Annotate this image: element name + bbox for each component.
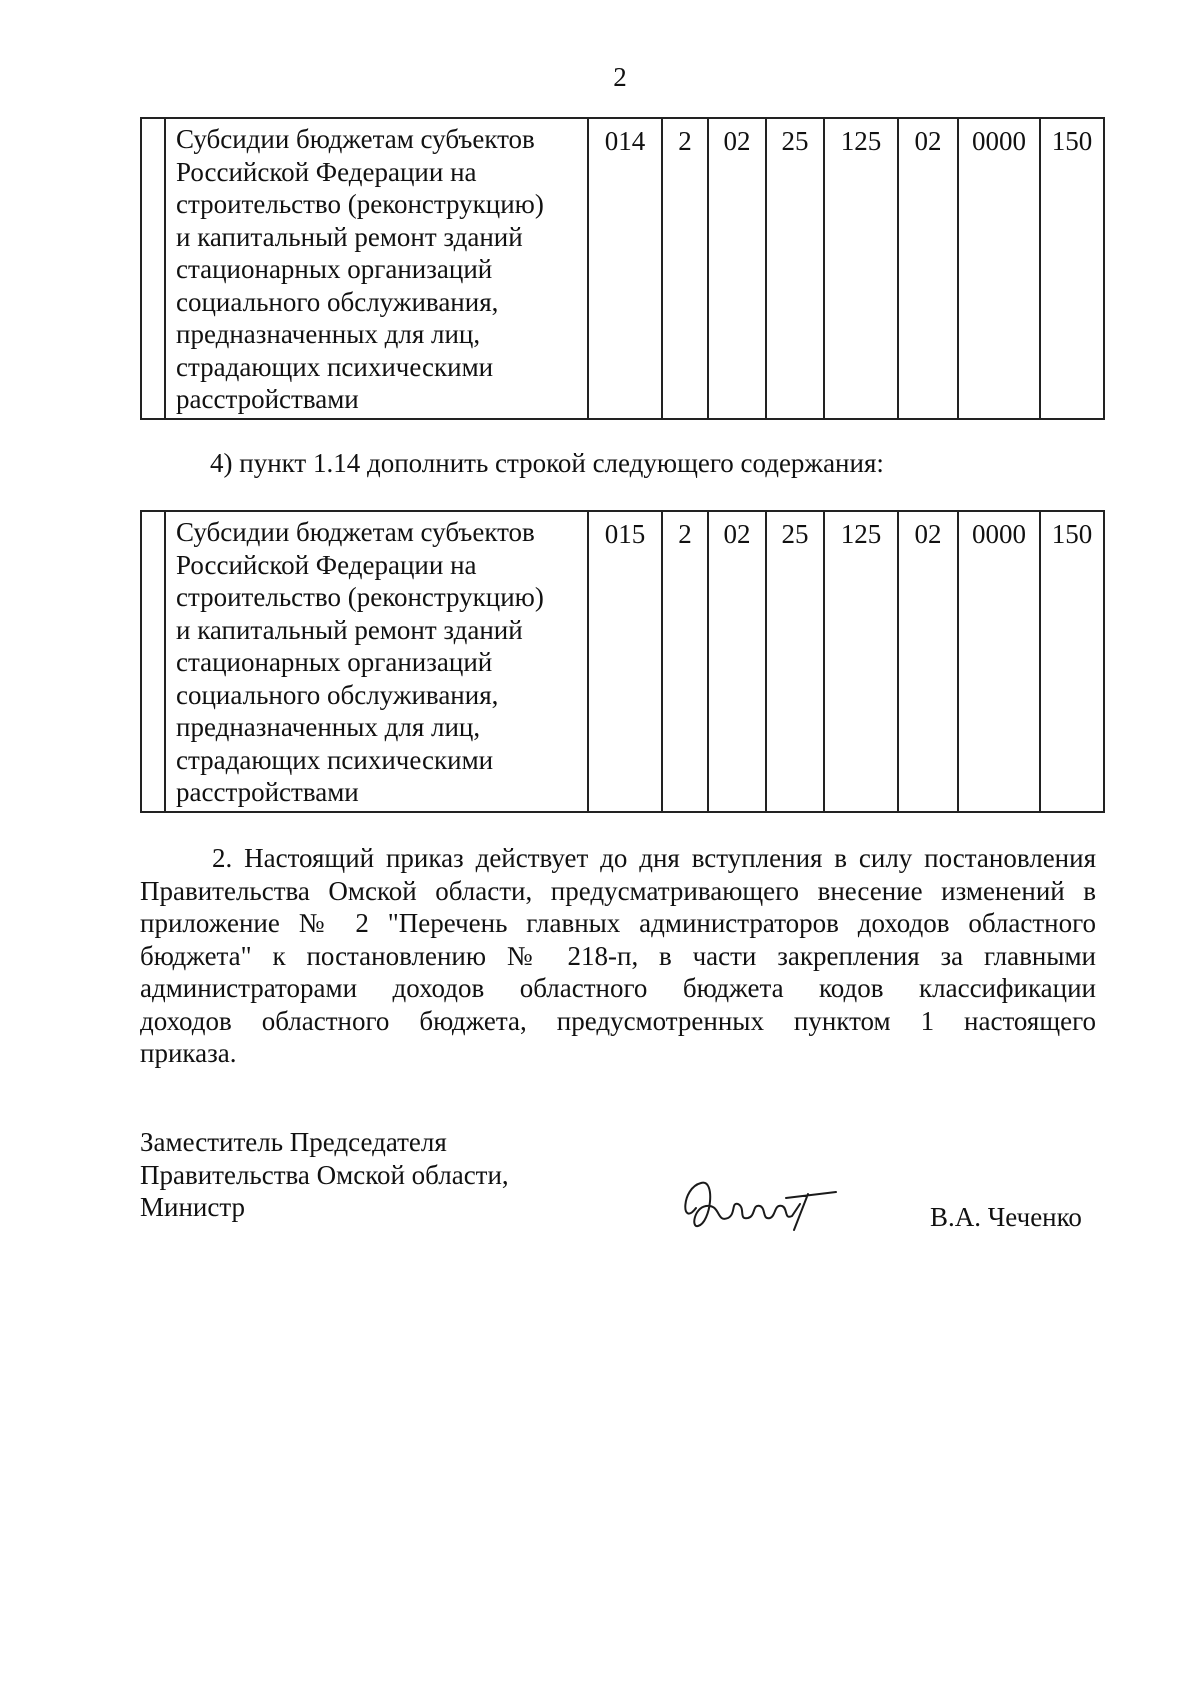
signer-name: В.А. Чеченко xyxy=(930,1202,1082,1232)
article-code-cell: 25 xyxy=(766,511,824,812)
income-codes-table-1 xyxy=(140,117,1105,420)
name-line: стационарных организаций xyxy=(176,647,493,677)
name-line: расстройствами xyxy=(176,384,359,414)
element-code-cell: 02 xyxy=(898,118,958,419)
signatory-title xyxy=(140,1126,509,1224)
instruction-text: 4) пункт 1.14 дополнить строкой следующего содержания: xyxy=(210,448,884,478)
element-code-cell: 02 xyxy=(898,511,958,812)
table-row xyxy=(141,511,1104,812)
income-codes-table-2 xyxy=(140,510,1105,813)
name-line: строительство (реконструкцию) xyxy=(176,582,544,612)
paragraph-line: Правительства Омской области, предусматривающего внесение изменений в xyxy=(140,875,1096,906)
paragraph-line: доходов областного бюджета, предусмотренных пунктом 1 настоящего xyxy=(140,1005,1096,1036)
name-line: и капитальный ремонт зданий xyxy=(176,221,523,252)
article-code-cell: 25 xyxy=(766,118,824,419)
name-line: предназначенных для лиц, xyxy=(176,319,481,349)
paragraph-line: приложение № 2 "Перечень главных администраторов доходов областного xyxy=(140,908,1096,938)
subarticle-code-cell: 125 xyxy=(824,511,898,812)
paragraph-line: 2. Настоящий приказ действует до дня вступления в силу постановления xyxy=(212,843,1096,873)
name-line: Субсидии бюджетам субъектов xyxy=(176,517,535,547)
group-code-cell: 2 xyxy=(662,511,708,812)
program-code-cell: 0000 xyxy=(958,118,1040,419)
subgroup-code-cell: 02 xyxy=(708,118,766,419)
economic-code-cell: 150 xyxy=(1040,511,1104,812)
name-line: расстройствами xyxy=(176,777,359,807)
name-line: страдающих психическими xyxy=(176,744,494,775)
signatory-title-line: Правительства Омской области, xyxy=(140,1159,509,1190)
subarticle-code-cell: 125 xyxy=(824,118,898,419)
name-line: Субсидии бюджетам субъектов xyxy=(176,124,535,154)
name-line: социального обслуживания, xyxy=(176,286,499,317)
handwritten-signature-icon xyxy=(676,1168,846,1238)
economic-code-cell: 150 xyxy=(1040,118,1104,419)
table-row xyxy=(141,118,1104,419)
admin-code-cell: 014 xyxy=(588,118,662,419)
paragraph-line: бюджета" к постановлению № 218-п, в части закрепления за главными xyxy=(140,940,1096,971)
signatory-title-line: Министр xyxy=(140,1192,245,1222)
paragraph-line: администраторами доходов областного бюджета кодов классификации xyxy=(140,973,1096,1003)
validity-paragraph xyxy=(140,842,1096,1070)
empty-cell xyxy=(141,511,165,812)
group-code-cell: 2 xyxy=(662,118,708,419)
name-line: стационарных организаций xyxy=(176,254,493,284)
page-number: 2 xyxy=(613,62,627,92)
program-code-cell: 0000 xyxy=(958,511,1040,812)
name-line: Российской Федерации на xyxy=(176,156,477,187)
admin-code-cell: 015 xyxy=(588,511,662,812)
name-line: и капитальный ремонт зданий xyxy=(176,614,523,645)
signatory-title-line: Заместитель Председателя xyxy=(140,1127,447,1157)
empty-cell xyxy=(141,118,165,419)
name-line: Российской Федерации на xyxy=(176,549,477,580)
subgroup-code-cell: 02 xyxy=(708,511,766,812)
name-line: социального обслуживания, xyxy=(176,679,499,710)
income-name-cell xyxy=(165,118,588,419)
paragraph-line: приказа. xyxy=(140,1038,237,1068)
name-line: строительство (реконструкцию) xyxy=(176,189,544,219)
name-line: предназначенных для лиц, xyxy=(176,712,481,742)
income-name-cell xyxy=(165,511,588,812)
name-line: страдающих психическими xyxy=(176,351,494,382)
